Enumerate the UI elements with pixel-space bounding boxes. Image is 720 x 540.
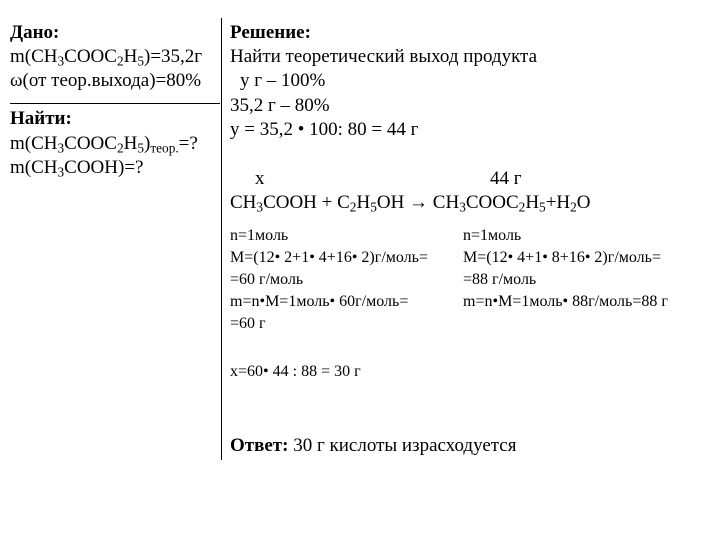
equation-x-label: х — [255, 168, 265, 189]
answer-text: 30 г кислоты израсходуется — [288, 435, 517, 456]
column-divider — [221, 18, 222, 460]
acid-calc-line: n=1моль — [230, 227, 289, 244]
find-heading: Найти: — [10, 108, 72, 129]
given-heading: Дано: — [10, 22, 60, 43]
acid-calc-line: =60 г — [230, 315, 266, 332]
given-divider — [10, 103, 220, 104]
reaction-equation: $CH_3COOH + C_2H_5OH$ → $CH_3COOC_2H_5+H_2O$ — [230, 192, 591, 215]
acid-calc-block — [230, 226, 428, 334]
ester-calc-block — [463, 226, 668, 312]
ester-calc-line: =88 г/моль — [463, 271, 537, 288]
acid-calc-line: m=n•M=1моль• 60г/моль= — [230, 293, 409, 310]
solution-step1: Найти теоретический выход продукта — [230, 46, 538, 67]
acid-calc-line: =60 г/моль — [230, 271, 304, 288]
equation-y-label: 44 г — [490, 168, 522, 189]
ester-calc-line: M=(12• 4+1• 8+16• 2)г/моль= — [463, 249, 661, 266]
find-acid-mass: $m(CH_3COOH)=$? — [10, 157, 144, 180]
proportion-line2: 35,2 г – 80% — [230, 95, 330, 116]
given-ester-mass: $m(CH_3COOC_2H_5)=35,2г$ — [10, 46, 203, 69]
given-yield: ω(от теор.выхода)=80% — [10, 70, 202, 91]
answer-label: Ответ: — [230, 435, 289, 456]
proportion-line1: у г – 100% — [240, 70, 326, 91]
acid-calc-line: M=(12• 2+1• 4+16• 2)г/моль= — [230, 249, 428, 266]
ester-calc-line: m=n•M=1моль• 88г/моль=88 г — [463, 293, 668, 310]
calc-x: х=60• 44 : 88 = 30 г — [230, 363, 361, 380]
answer — [230, 435, 516, 457]
calc-y: у = 35,2 • 100: 80 = 44 г — [230, 119, 419, 140]
solution-heading: Решение: — [230, 22, 311, 43]
ester-calc-line: n=1моль — [463, 227, 522, 244]
find-ester-theor: $m(CH_3COOC_2H_5)_{теор.}=$? — [10, 133, 198, 156]
